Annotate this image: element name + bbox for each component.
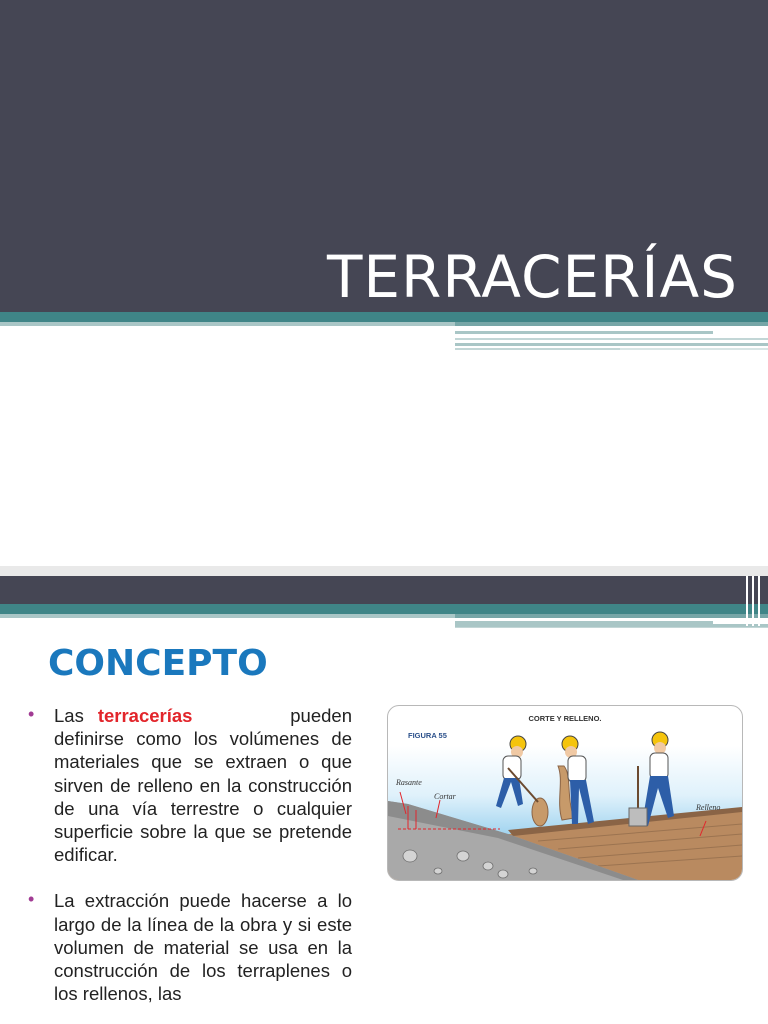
slide-title: TERRACERÍAS bbox=[326, 243, 738, 311]
bullet-lead: Las bbox=[54, 705, 84, 726]
bullet-icon: • bbox=[28, 889, 35, 910]
section-heading: CONCEPTO bbox=[48, 643, 268, 684]
relleno-label: Relleno bbox=[696, 803, 721, 812]
figure-caption: CORTE Y RELLENO. bbox=[528, 714, 602, 723]
rasante-label: Rasante bbox=[396, 778, 422, 787]
cortar-label: Cortar bbox=[434, 792, 456, 801]
concept-slide[interactable] bbox=[0, 576, 768, 1024]
header-band bbox=[0, 576, 768, 604]
bullet-item bbox=[28, 704, 352, 866]
bullet-item bbox=[28, 889, 352, 1005]
highlighted-term: terracerías bbox=[97, 705, 193, 726]
bullet-list bbox=[28, 704, 352, 1024]
bullet-text: pueden definirse como los volúmenes de materiales que se extraen o que sirven de relleno en la construcción de una vía terrestre o cualquier superficie sobre la que se pretende edificar. bbox=[54, 705, 352, 866]
bullet-text: La extracción puede hacerse a lo largo de la línea de la obra y si este volumen de material se usa en la construcción de los terraplenes o los rellenos, las bbox=[54, 890, 352, 1005]
cut-and-fill-illustration bbox=[387, 705, 743, 881]
bullet-icon: • bbox=[28, 704, 35, 724]
figure-number: FIGURA 55 bbox=[408, 731, 447, 740]
